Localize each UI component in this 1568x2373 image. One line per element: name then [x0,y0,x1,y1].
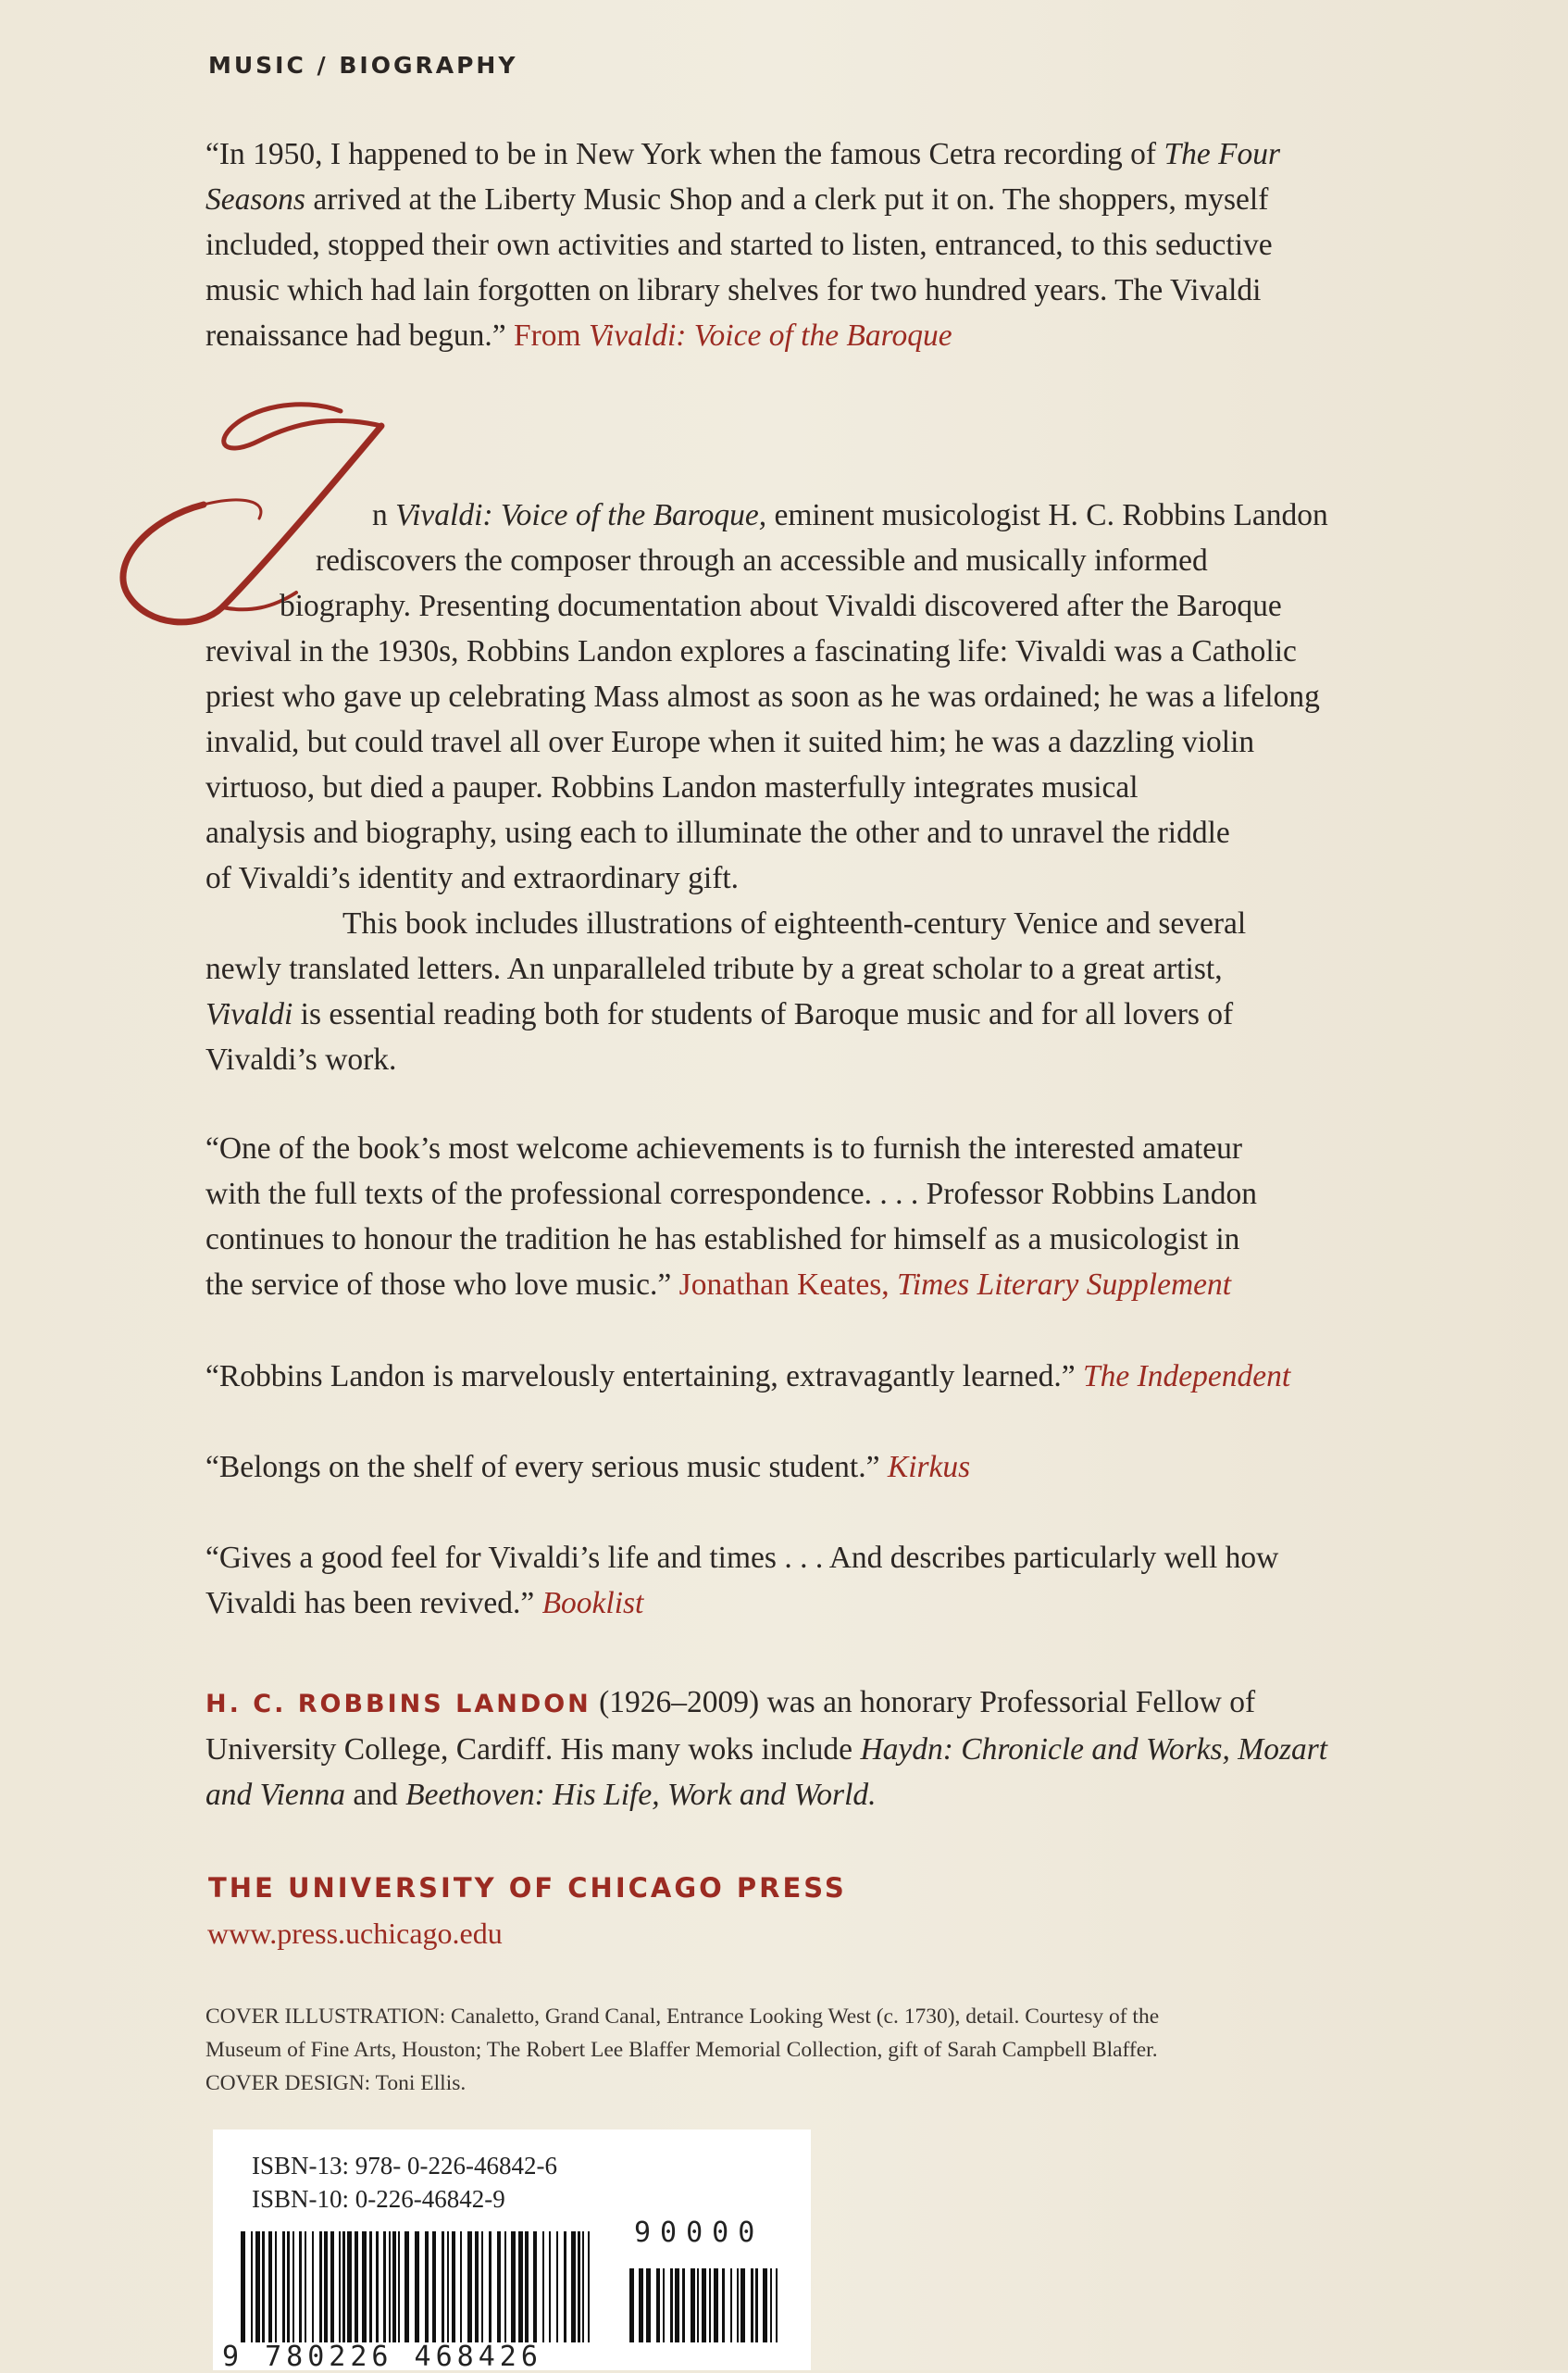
quote-line: “In 1950, I happened to be in New York when the famous Cetra recording of The Four [205,137,1281,171]
quote-line: Seasons arrived at the Liberty Music Shop and a clerk put it on. The shoppers, myself [205,182,1269,217]
barcode-bar [475,2231,479,2342]
barcode-bar [415,2231,419,2342]
barcode-bar [702,2268,706,2342]
barcode-bar [737,2268,739,2342]
cover-credits: COVER ILLUSTRATION: Canaletto, Grand Canal, Entrance Looking West (c. 1730), detail. Courtesy of the Museum of Fine Arts, Houston; The Robert Lee Blaffer Memorial Collection, gift of Sarah Campbell Blaffer. COVER DESIGN: Toni Ellis. [205,2005,1160,2095]
quote-source: From Vivaldi: Voice of the Baroque [514,318,952,353]
author-bio: H. C. ROBBINS LANDON (1926–2009) was an honorary Professorial Fellow of University College, Cardiff. His many woks include Haydn: Chronicle and Works, Mozart and Vienna and Beethoven: His Life, Work and World. [205,1685,1328,1812]
barcode-bar [312,2231,314,2342]
barcode-bar [292,2231,294,2342]
body-line: invalid, but could travel all over Europe when it suited him; he was a dazzling violin [205,725,1255,759]
price-addon-digits: 90000 [634,2217,765,2249]
barcode-bar [447,2231,449,2342]
barcode-bar [268,2231,272,2342]
barcode-bar [442,2231,444,2342]
barcode-bar [542,2231,544,2342]
barcode-bar [518,2231,523,2342]
barcode-bar [714,2268,718,2342]
quote-line: included, stopped their own activities and started to listen, entranced, to this seductive [205,228,1273,262]
barcode-bar [646,2268,651,2342]
barcode-bar [404,2231,409,2342]
barcode-bar [330,2231,334,2342]
barcode-bar [582,2231,584,2342]
barcode-bar [639,2268,643,2342]
barcode-bar [571,2231,576,2342]
barcode-bar [432,2231,436,2342]
barcode-bar [489,2231,492,2342]
barcode-bar [504,2231,506,2342]
barcode-bar [740,2268,745,2342]
barcode-bar [398,2231,400,2342]
barcode-bar [342,2231,345,2342]
barcode-bar [299,2231,302,2342]
barcode-bar [525,2231,529,2342]
barcode-bar [730,2268,732,2342]
quote-source: Booklist [541,1586,644,1620]
barcode-bar [763,2268,767,2342]
barcode-bar [656,2268,660,2342]
barcode-digits: 9 780226 468426 [222,2341,542,2373]
barcode-bar [262,2231,265,2342]
review-quote-independent: “Robbins Landon is marvelously entertaining, extravagantly learned.” The Independent [205,1359,1291,1393]
quote-source: Kirkus [887,1450,971,1484]
barcode-bar [467,2231,472,2342]
barcode-bar [675,2268,679,2342]
barcode-bar [755,2268,758,2342]
barcode-bar [497,2231,501,2342]
barcode-bar [770,2268,772,2342]
barcode-bar [564,2231,566,2342]
isbn-13: ISBN-13: 978- 0-226-46842-6 [252,2152,557,2179]
barcode-bars [231,2231,796,2342]
barcode-bar [319,2231,322,2342]
barcode-bar [588,2231,590,2342]
body-line: virtuoso, but died a pauper. Robbins Landon masterfully integrates musical [205,770,1139,805]
barcode-bar [369,2231,372,2342]
body-line: Vivaldi is essential reading both for students of Baroque music and for all lovers of [205,997,1234,1031]
category-label: MUSIC / BIOGRAPHY [208,52,518,79]
barcode-bar [255,2231,260,2342]
barcode-bar [241,2231,245,2342]
body-line: This book includes illustrations of eighteenth-century Venice and several [342,906,1247,941]
barcode-bar [578,2231,580,2342]
barcode-bar [282,2231,285,2342]
barcode-bar [339,2231,341,2342]
barcode-bar [663,2268,665,2342]
body-line: analysis and biography, using each to illuminate the other and to unravel the riddle [205,816,1230,850]
author-name: H. C. ROBBINS LANDON [205,1690,591,1718]
barcode-bar [392,2231,396,2342]
barcode-bar [697,2268,699,2342]
review-quote-kirkus: “Belongs on the shelf of every serious music student.” Kirkus [205,1450,971,1484]
drop-cap-letter: I [111,398,112,399]
body-line: Vivaldi’s work. [205,1043,397,1077]
isbn-10: ISBN-10: 0-226-46842-9 [252,2185,505,2213]
barcode-bar [722,2268,725,2342]
barcode-bar [362,2231,367,2342]
barcode-bar [389,2231,391,2342]
barcode-bar [383,2231,386,2342]
quote-line: renaissance had begun.” From Vivaldi: Voice of the Baroque [205,318,952,353]
barcode-bar [533,2231,537,2342]
barcode-panel [213,2129,811,2373]
publisher-name: THE UNIVERSITY OF CHICAGO PRESS [208,1872,847,1904]
barcode-bar [481,2231,483,2342]
barcode-bar [324,2231,328,2342]
quote-source: Jonathan Keates, Times Literary Supplement [678,1268,1232,1302]
barcode-bar [776,2268,778,2342]
barcode-bar [305,2231,306,2342]
barcode-bar [275,2231,277,2342]
opening-quote [205,131,1437,358]
quote-source: The Independent [1082,1359,1291,1393]
barcode-bar [682,2268,685,2342]
body-line: biography. Presenting documentation about Vivaldi discovered after the Baroque [280,589,1282,623]
barcode-bar [287,2231,290,2342]
barcode-bar [460,2231,462,2342]
barcode-bar [691,2268,695,2342]
review-quote-booklist: “Gives a good feel for Vivaldi’s life and times . . . And describes particularly well how Vivaldi has been revived.” Booklist [205,1541,1279,1620]
barcode-bar [376,2231,379,2342]
body-line: priest who gave up celebrating Mass almost as soon as he was ordained; he was a lifelong [205,680,1320,714]
barcode-bar [511,2231,516,2342]
barcode-bar [251,2231,253,2342]
body-line: n Vivaldi: Voice of the Baroque, eminent musicologist H. C. Robbins Landon [372,498,1328,532]
barcode-bar [670,2268,673,2342]
body-line: rediscovers the composer through an accessible and musically informed [316,543,1208,578]
barcode-bar [629,2268,634,2342]
barcode-bar [452,2231,455,2342]
barcode-bar [425,2231,429,2342]
barcode-bar [347,2231,352,2342]
barcode-bar [549,2231,551,2342]
publisher-url[interactable]: www.press.uchicago.edu [207,1917,503,1950]
body-line: revival in the 1930s, Robbins Landon explores a fascinating life: Vivaldi was a Catholic [205,634,1297,668]
barcode-bar [355,2231,358,2342]
review-quote-tls: “One of the book’s most welcome achievements is to furnish the interested amateur with the full texts of the professional correspondence. . . . Professor Robbins Landon continues to honour the tradition he has established for himself as a musicologist in the service of those who love music.” Jonathan Keates, Times Literary Supplement [205,1131,1257,1302]
barcode-bar [556,2231,558,2342]
barcode-bar [751,2268,753,2342]
body-line: newly translated letters. An unparalleled tribute by a great scholar to a great artist, [205,952,1223,986]
body-line: of Vivaldi’s identity and extraordinary gift. [205,861,740,895]
barcode-bar [709,2268,711,2342]
quote-line: music which had lain forgotten on library shelves for two hundred years. The Vivaldi [205,273,1262,307]
